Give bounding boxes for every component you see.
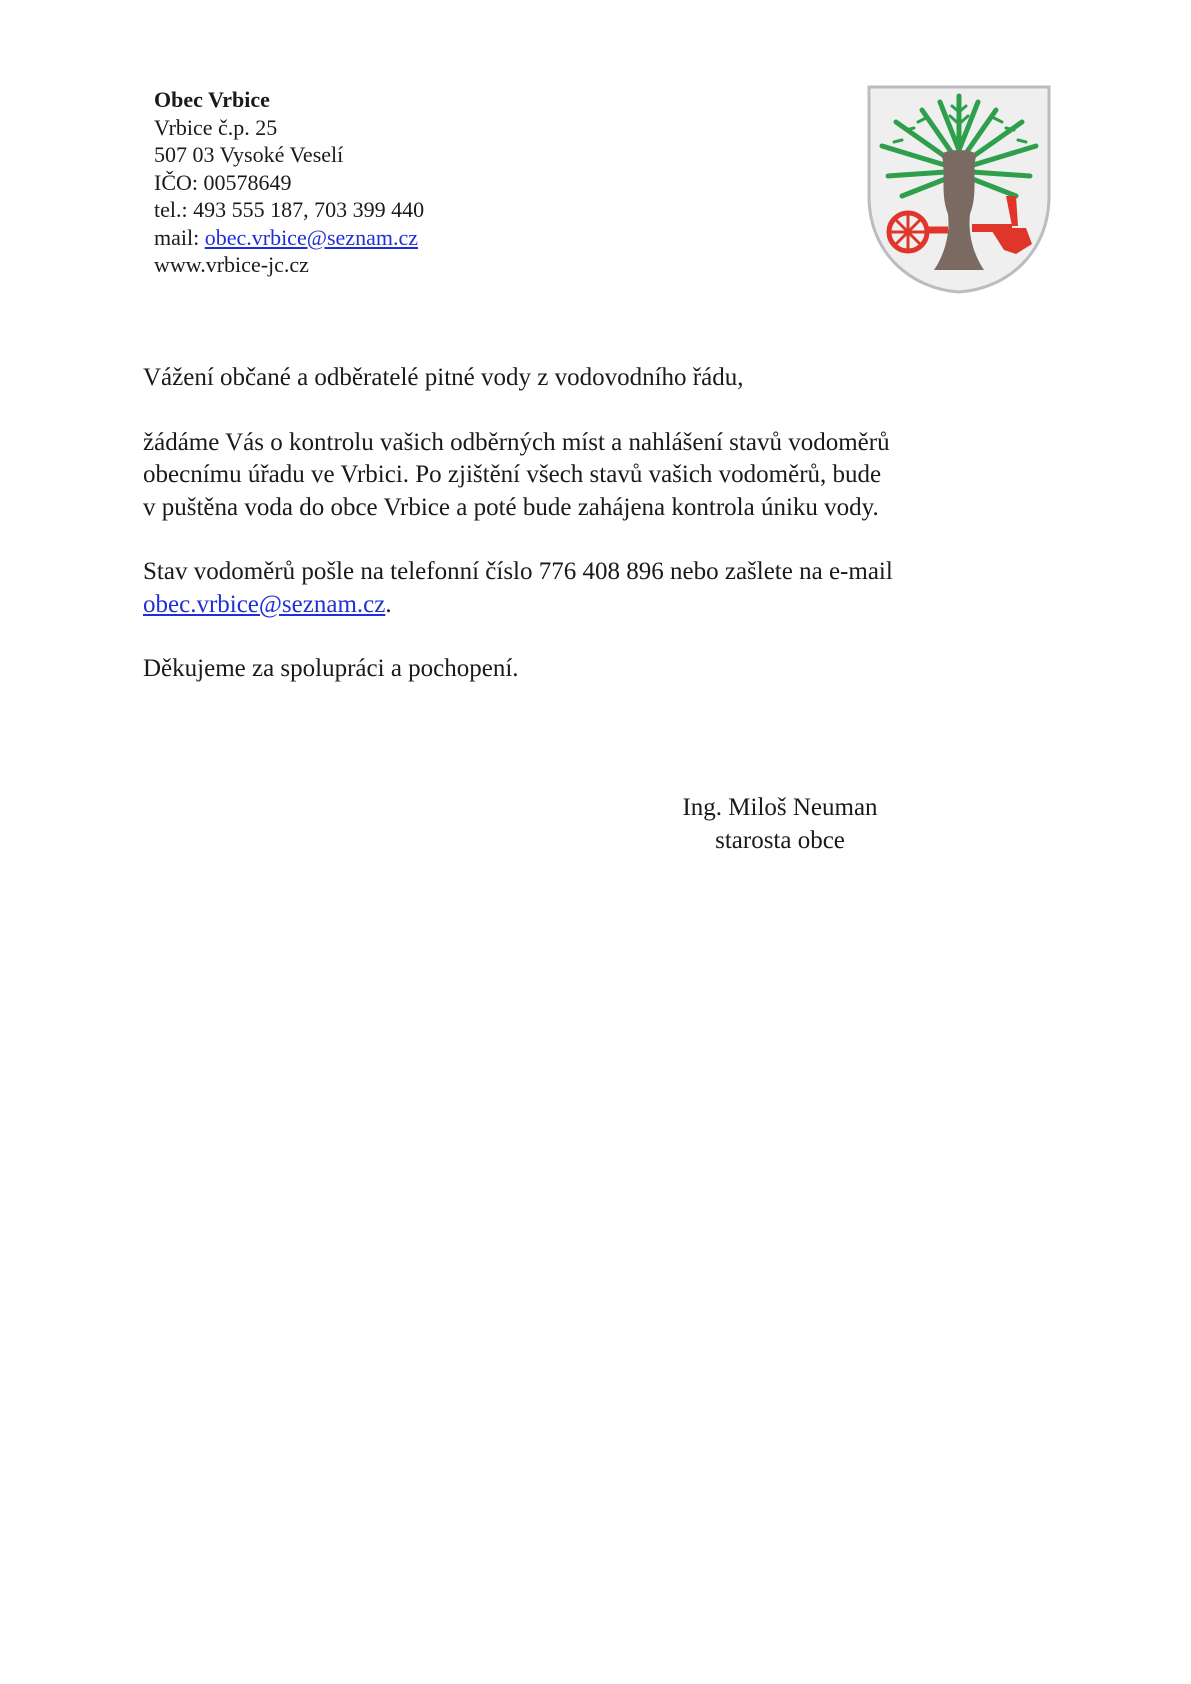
salutation: Vážení občané a odběratelé pitné vody z vodovodního řádu, <box>143 364 744 391</box>
sender-name: Obec Vrbice <box>154 87 270 112</box>
signature-name: Ing. Miloš Neuman <box>682 794 878 821</box>
paragraph-contact-end: . <box>385 590 392 618</box>
sender-block <box>154 86 424 279</box>
paragraph-contact-text: Stav vodoměrů pošle na telefonní číslo 776 408 896 nebo zašlete na e-mail <box>143 558 893 585</box>
signature-block <box>600 792 960 857</box>
sender-mail-line <box>154 224 424 252</box>
paragraph-request <box>143 427 1103 525</box>
sender-web: www.vrbice-jc.cz <box>154 252 309 277</box>
letter-body <box>143 362 1103 718</box>
sender-address: Vrbice č.p. 25 <box>154 114 278 140</box>
sender-phone: tel.: 493 555 187, 703 399 440 <box>154 197 425 222</box>
paragraph-request-line-1: žádáme Vás o kontrolu vašich odběrných míst a nahlášení stavů vodoměrů <box>143 428 890 456</box>
sender-city: 507 03 Vysoké Veselí <box>154 142 344 167</box>
coat-of-arms-icon <box>866 84 1052 294</box>
paragraph-contact <box>143 556 1103 621</box>
signature-title: starosta obce <box>715 826 845 854</box>
paragraph-request-line-3: v puštěna voda do obce Vrbice a poté bude zahájena kontrola úniku vody. <box>143 493 879 521</box>
sender-mail-label: mail: <box>154 224 200 250</box>
paragraph-request-line-2: obecnímu úřadu ve Vrbici. Po zjištění všech stavů vašich vodoměrů, bude <box>143 461 882 488</box>
closing: Děkujeme za spolupráci a pochopení. <box>143 655 519 682</box>
sender-mail-link[interactable]: obec.vrbice@seznam.cz <box>204 224 418 250</box>
sender-ico: IČO: 00578649 <box>154 169 292 195</box>
contact-email-link[interactable]: obec.vrbice@seznam.cz <box>143 590 386 618</box>
